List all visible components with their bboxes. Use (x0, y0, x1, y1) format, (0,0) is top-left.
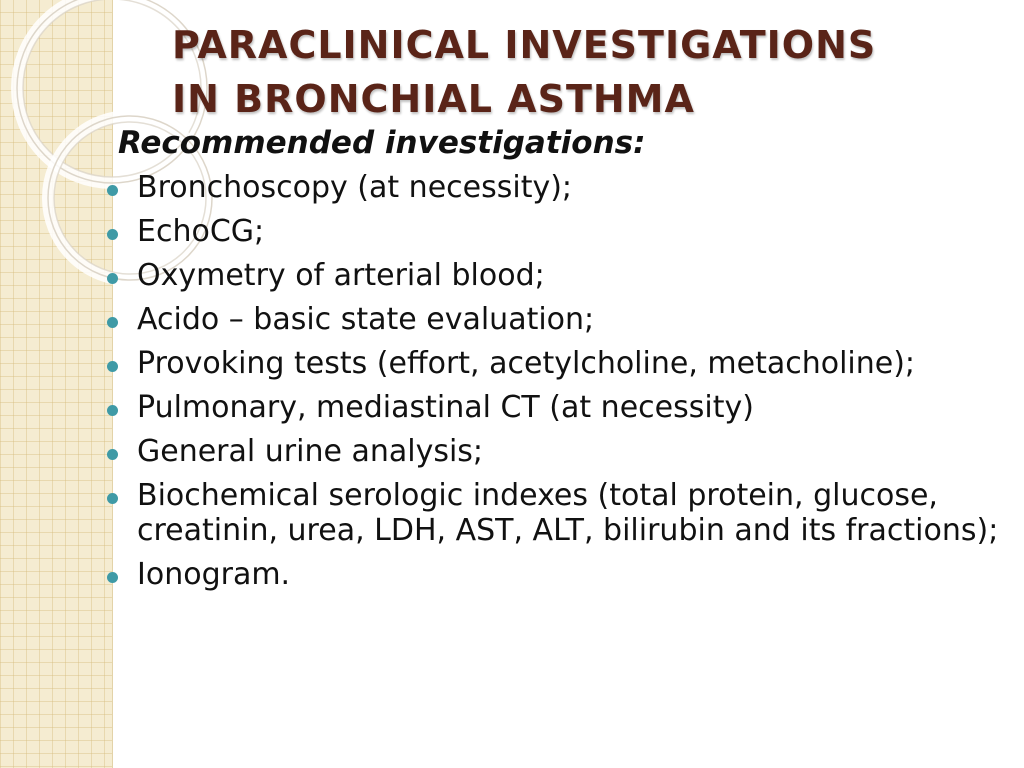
list-item-text: Ionogram. (137, 557, 291, 592)
list-item (104, 434, 1009, 469)
slide-title (172, 18, 1002, 126)
bullet-dot-icon (107, 361, 118, 372)
slide-title-line-1: PARACLINICAL INVESTIGATIONS (172, 23, 877, 67)
bullet-dot-icon (107, 273, 118, 284)
list-item-text: Biochemical serologic indexes (total protein, glucose, creatinin, urea, LDH, AST, ALT, bilirubin and its fractions); (137, 478, 999, 548)
bullet-dot-icon (107, 572, 118, 583)
list-item (104, 478, 1009, 548)
list-item-text: Pulmonary, mediastinal CT (at necessity) (137, 390, 754, 425)
list-item-text: General urine analysis; (137, 434, 484, 469)
list-item (104, 390, 1009, 425)
list-item (104, 346, 1009, 381)
bullet-dot-icon (107, 405, 118, 416)
list-item (104, 170, 1009, 205)
list-item-text: Acido – basic state evaluation; (137, 302, 595, 337)
list-item-text: Oxymetry of arterial blood; (137, 258, 545, 293)
bullet-dot-icon (107, 449, 118, 460)
subheading: Recommended investigations: (118, 125, 646, 161)
bullet-dot-icon (107, 493, 118, 504)
list-item-text: Bronchoscopy (at necessity); (137, 170, 573, 205)
list-item (104, 302, 1009, 337)
list-item (104, 258, 1009, 293)
bullet-dot-icon (107, 229, 118, 240)
bullet-dot-icon (107, 185, 118, 196)
list-item-text: EchoCG; (137, 214, 265, 249)
slide-title-line-2: IN BRONCHIAL ASTHMA (172, 77, 695, 121)
list-item-text: Provoking tests (effort, acetylcholine, metacholine); (137, 346, 916, 381)
list-item (104, 557, 1009, 592)
list-item (104, 214, 1009, 249)
investigation-list (104, 170, 1009, 601)
bullet-dot-icon (107, 317, 118, 328)
